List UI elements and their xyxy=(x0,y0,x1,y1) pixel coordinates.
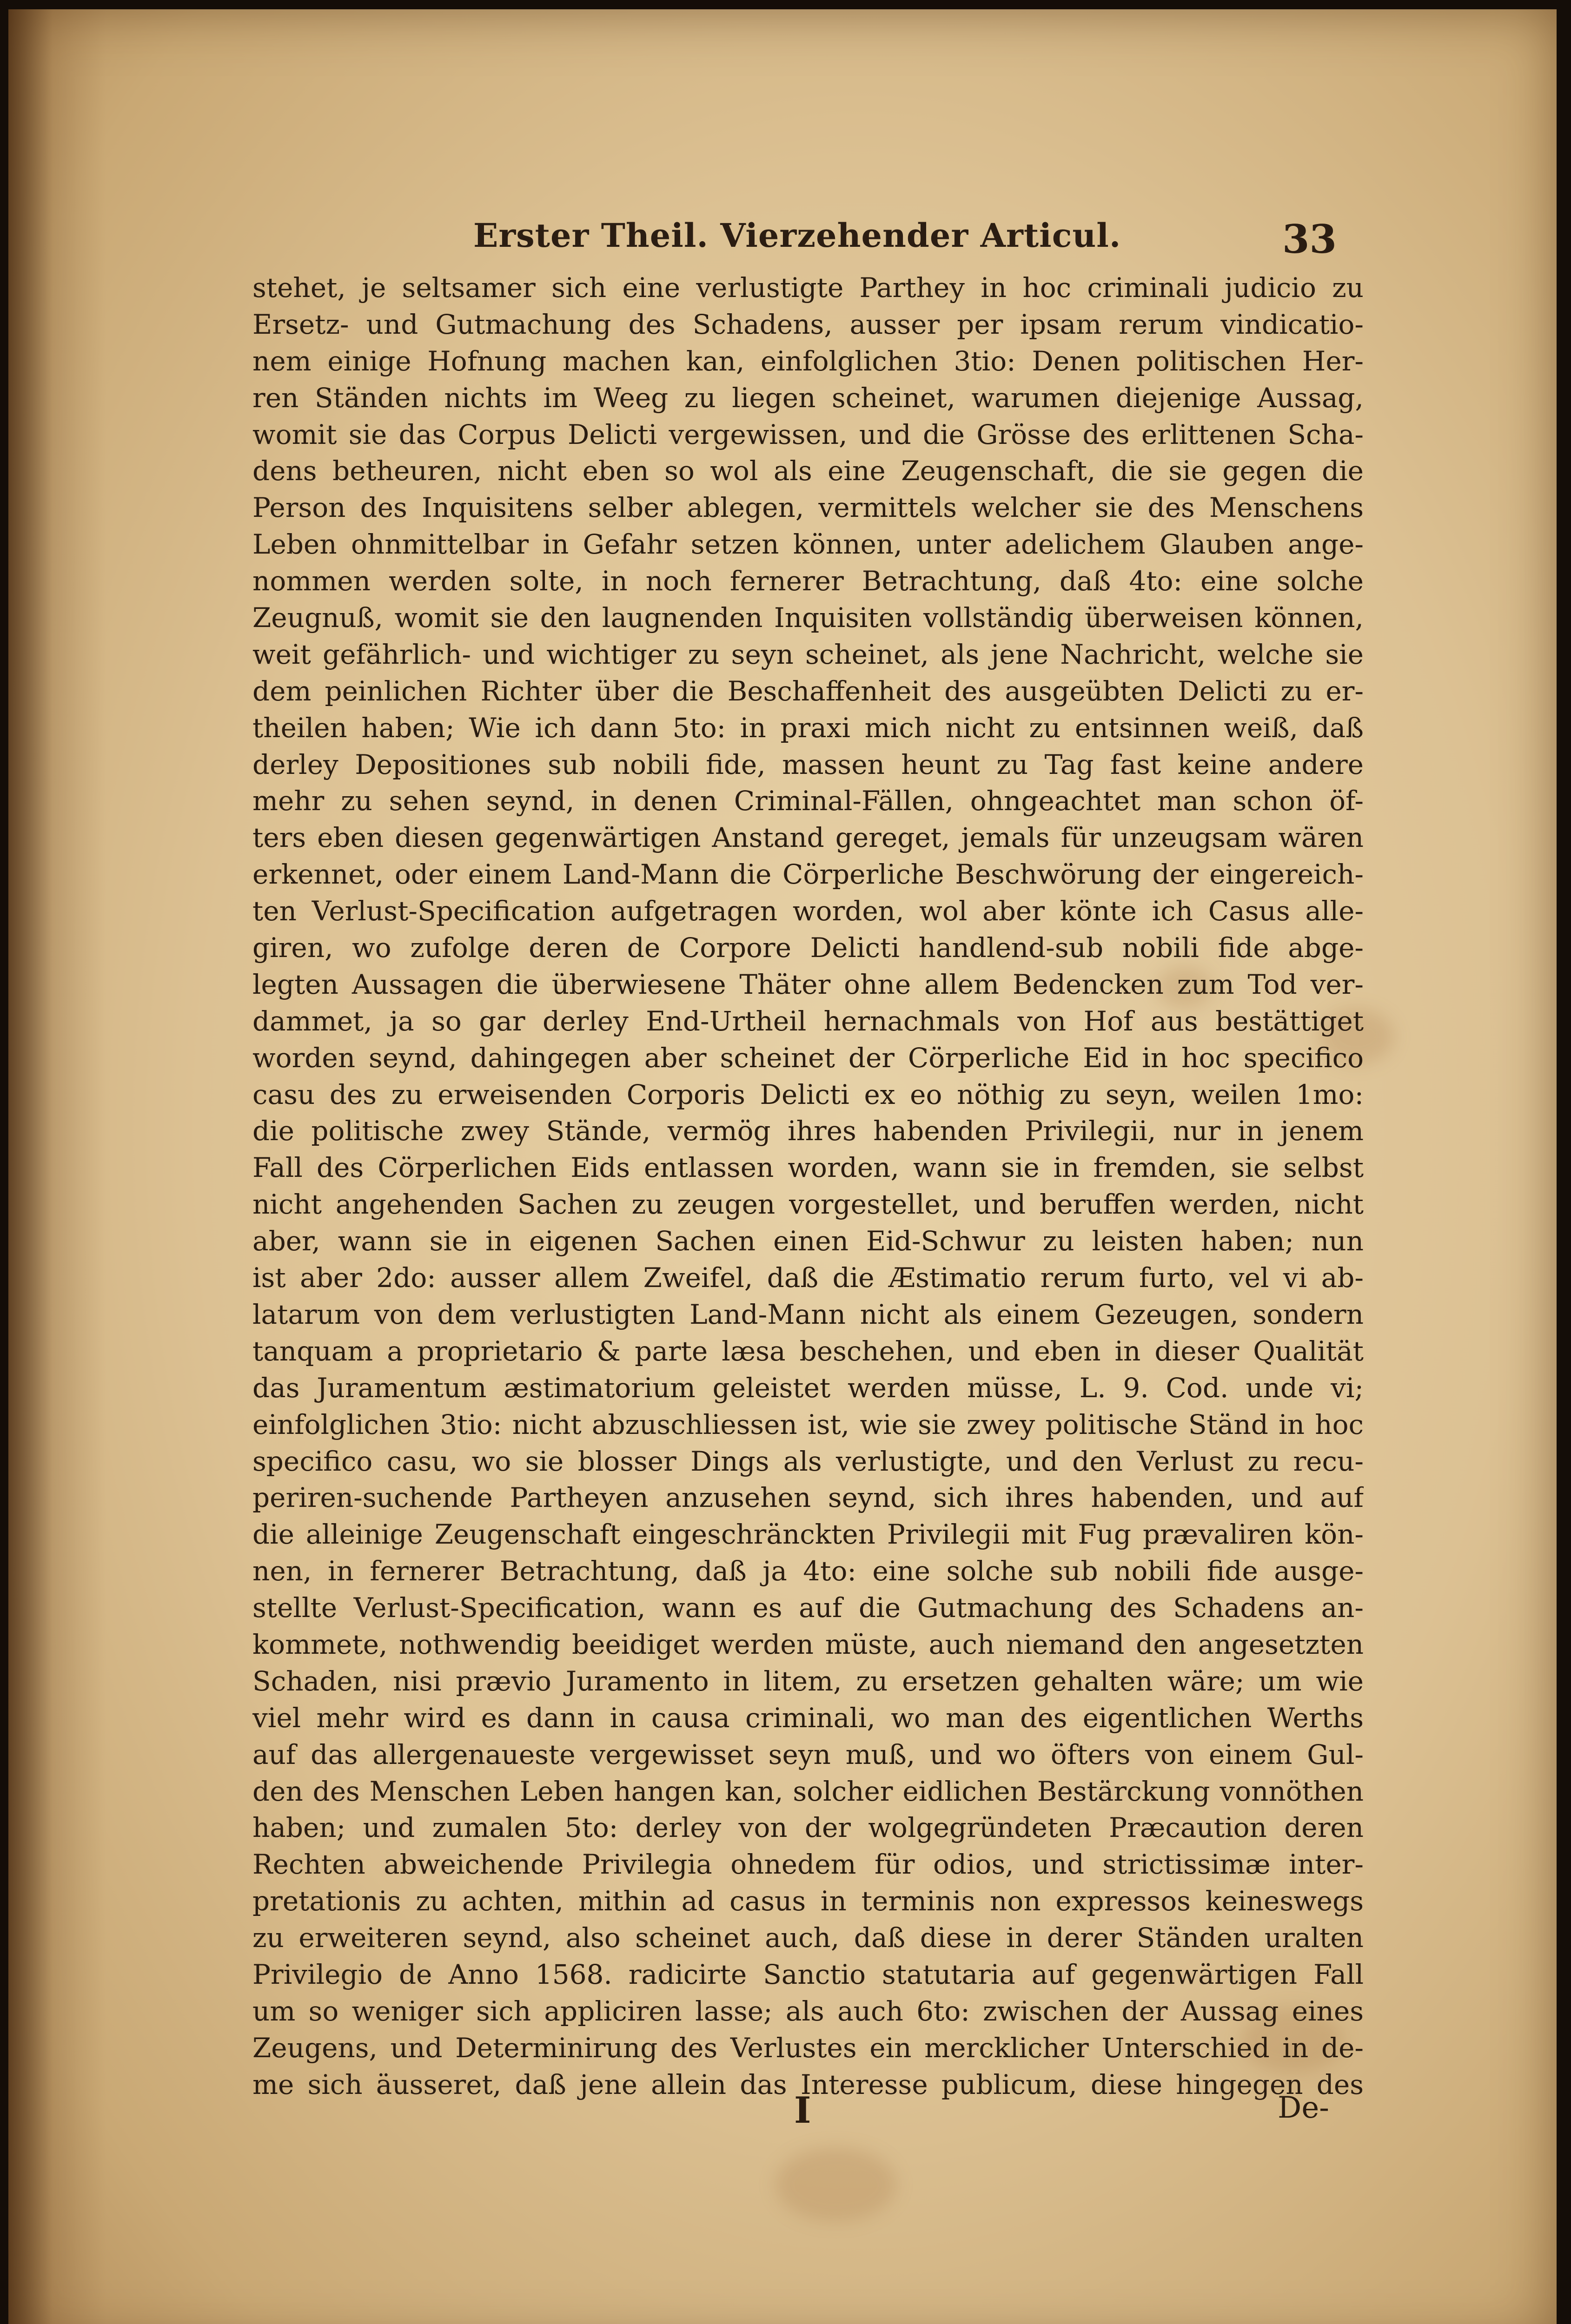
text-line: die politische zwey Stände, vermög ihres habenden Privilegii, nur in jenem xyxy=(252,1115,1364,1147)
text-line: die alleinige Zeugenschaft eingeschränckten Privilegii mit Fug prævaliren kön- xyxy=(252,1519,1364,1551)
text-line: Fall des Cörperlichen Eids entlassen worden, wann sie in fremden, sie selbst xyxy=(252,1152,1364,1184)
text-line: mehr zu sehen seynd, in denen Criminal-Fällen, ohngeachtet man schon öf- xyxy=(252,785,1364,817)
page-number: 33 xyxy=(1282,216,1337,262)
text-line: ters eben diesen gegenwärtigen Anstand gereget, jemals für unzeugsam wären xyxy=(252,822,1364,854)
text-line: nicht angehenden Sachen zu zeugen vorgestellet, und beruffen werden, nicht xyxy=(252,1188,1364,1221)
text-line: Person des Inquisitens selber ablegen, vermittels welcher sie des Menschens xyxy=(252,492,1364,524)
stain-spot xyxy=(776,2147,896,2222)
text-line: Schaden, nisi prævio Juramento in litem, zu ersetzen gehalten wäre; um wie xyxy=(252,1665,1364,1697)
text-line: Ersetz- und Gutmachung des Schadens, ausser per ipsam rerum vindicatio- xyxy=(252,308,1364,340)
text-line: den des Menschen Leben hangen kan, solcher eidlichen Bestärckung vonnöthen xyxy=(252,1775,1364,1807)
running-head: Erster Theil. Vierzehender Articul. xyxy=(473,216,1121,255)
text-line: latarum von dem verlustigten Land-Mann nicht als einem Gezeugen, sondern xyxy=(252,1298,1364,1330)
text-line: Zeugnuß, womit sie den laugnenden Inquisiten vollständig überweisen können, xyxy=(252,602,1364,634)
text-line: casu des zu erweisenden Corporis Delicti ex eo nöthig zu seyn, weilen 1mo: xyxy=(252,1078,1364,1110)
text-line: ist aber 2do: ausser allem Zweifel, daß die Æstimatio rerum furto, vel vi ab- xyxy=(252,1262,1364,1294)
text-line: tanquam a proprietario & parte læsa beschehen, und eben in dieser Qualität xyxy=(252,1335,1364,1367)
text-line: erkennet, oder einem Land-Mann die Cörperliche Beschwörung der eingereich- xyxy=(252,858,1364,891)
text-line: me sich äusseret, daß jene allein das Interesse publicum, diese hingegen des xyxy=(252,2068,1364,2100)
text-line: stehet, je seltsamer sich eine verlustigte Parthey in hoc criminali judicio zu xyxy=(252,272,1364,304)
text-line: kommete, nothwendig beeidiget werden müste, auch niemand den angesetzten xyxy=(252,1628,1364,1660)
text-line: pretationis zu achten, mithin ad casus in terminis non expressos keineswegs xyxy=(252,1885,1364,1917)
text-line: Rechten abweichende Privilegia ohnedem für odios, und strictissimæ inter- xyxy=(252,1849,1364,1881)
text-line: nommen werden solte, in noch fernerer Betrachtung, daß 4to: eine solche xyxy=(252,565,1364,597)
body-text xyxy=(252,270,1364,2103)
text-line: ren Ständen nichts im Weeg zu liegen scheinet, warumen diejenige Aussag, xyxy=(252,382,1364,414)
text-line: einfolglichen 3tio: nicht abzuschliessen ist, wie sie zwey politische Ständ in hoc xyxy=(252,1408,1364,1440)
text-line: zu erweiteren seynd, also scheinet auch, daß diese in derer Ständen uralten xyxy=(252,1922,1364,1954)
text-line: weit gefährlich- und wichtiger zu seyn scheinet, als jene Nachricht, welche sie xyxy=(252,638,1364,670)
text-line: legten Aussagen die überwiesene Thäter ohne allem Bedencken zum Tod ver- xyxy=(252,968,1364,1000)
text-line: periren-suchende Partheyen anzusehen seynd, sich ihres habenden, und auf xyxy=(252,1482,1364,1514)
text-line: viel mehr wird es dann in causa criminali, wo man des eigentlichen Werths xyxy=(252,1702,1364,1734)
binding-shadow xyxy=(8,9,106,2324)
catchword: De- xyxy=(1278,2091,1329,2125)
text-line: dem peinlichen Richter über die Beschaffenheit des ausgeübten Delicti zu er- xyxy=(252,675,1364,707)
text-line: das Juramentum æstimatorium geleistet werden müsse, L. 9. Cod. unde vi; xyxy=(252,1372,1364,1404)
text-line: Leben ohnmittelbar in Gefahr setzen können, unter adelichem Glauben ange- xyxy=(252,528,1364,561)
text-line: nem einige Hofnung machen kan, einfolglichen 3tio: Denen politischen Her- xyxy=(252,345,1364,377)
text-line: haben; und zumalen 5to: derley von der wolgegründeten Præcaution deren xyxy=(252,1812,1364,1844)
text-line: derley Depositiones sub nobili fide, massen heunt zu Tag fast keine andere xyxy=(252,748,1364,780)
text-line: dammet, ja so gar derley End-Urtheil hernachmals von Hof aus bestättiget xyxy=(252,1005,1364,1037)
text-line: um so weniger sich appliciren lasse; als auch 6to: zwischen der Aussag eines xyxy=(252,1995,1364,2027)
text-line: nen, in fernerer Betrachtung, daß ja 4to: eine solche sub nobili fide ausge- xyxy=(252,1555,1364,1587)
text-line: aber, wann sie in eigenen Sachen einen Eid-Schwur zu leisten haben; nun xyxy=(252,1225,1364,1257)
text-line: worden seynd, dahingegen aber scheinet der Cörperliche Eid in hoc specifico xyxy=(252,1042,1364,1074)
text-line: Zeugens, und Determinirung des Verlustes ein mercklicher Unterschied in de- xyxy=(252,2032,1364,2064)
text-line: ten Verlust-Specification aufgetragen worden, wol aber könte ich Casus alle- xyxy=(252,895,1364,927)
signature-mark: I xyxy=(794,2089,811,2132)
text-line: auf das allergenaueste vergewisset seyn muß, und wo öfters von einem Gul- xyxy=(252,1738,1364,1770)
text-line: womit sie das Corpus Delicti vergewissen, und die Grösse des erlittenen Scha- xyxy=(252,418,1364,450)
text-line: stellte Verlust-Specification, wann es auf die Gutmachung des Schadens an- xyxy=(252,1592,1364,1624)
paper-sheet xyxy=(8,9,1557,2324)
text-line: giren, wo zufolge deren de Corpore Delicti handlend-sub nobili fide abge- xyxy=(252,932,1364,964)
text-line: dens betheuren, nicht eben so wol als eine Zeugenschaft, die sie gegen die xyxy=(252,455,1364,487)
text-line: Privilegio de Anno 1568. radicirte Sanctio statutaria auf gegenwärtigen Fall xyxy=(252,1958,1364,1990)
text-line: theilen haben; Wie ich dann 5to: in praxi mich nicht zu entsinnen weiß, daß xyxy=(252,712,1364,744)
text-line: specifico casu, wo sie blosser Dings als verlustigte, und den Verlust zu recu- xyxy=(252,1445,1364,1477)
